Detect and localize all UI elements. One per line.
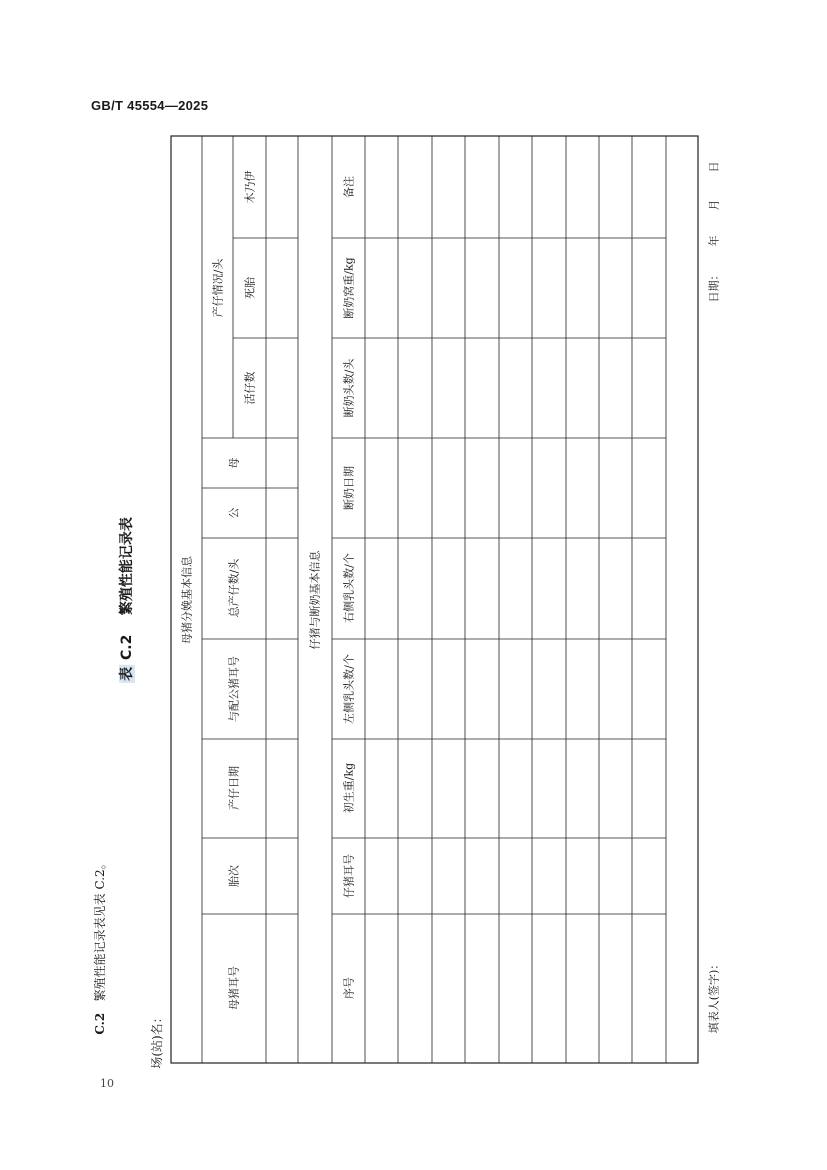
filler-signature-label: 填表人(签字)： — [707, 958, 721, 1034]
page-number: 10 — [100, 1077, 114, 1090]
section-number: C.2 — [93, 1012, 107, 1035]
col-birth-status-group: 产仔情况/头 — [211, 258, 225, 318]
date-month: 月 — [707, 199, 721, 211]
col-male: 公 — [227, 507, 241, 519]
col-live-born: 活仔数 — [243, 371, 257, 405]
col-boar-tag: 与配公猪耳号 — [227, 656, 241, 722]
col-seq: 序号 — [342, 977, 356, 999]
date-label: 日期： — [707, 269, 721, 303]
col-remarks: 备注 — [342, 176, 356, 198]
piglet-info-title: 仔猪与断奶基本信息 — [308, 550, 322, 650]
table-caption-id: C.2 — [119, 634, 135, 660]
col-left-teats: 左侧乳头数/个 — [342, 654, 356, 724]
col-stillborn: 死胎 — [243, 277, 257, 299]
date-day: 日 — [707, 161, 721, 173]
col-parity: 胎次 — [227, 865, 241, 887]
col-piglet-tag: 仔猪耳号 — [342, 854, 356, 898]
col-total-born: 总产仔数/头 — [227, 558, 241, 618]
date-year: 年 — [707, 235, 721, 247]
section-text: 繁殖性能记录表见表 C.2。 — [93, 857, 107, 1002]
sow-info-title: 母猪分娩基本信息 — [180, 556, 194, 644]
col-wean-date: 断奶日期 — [342, 466, 356, 510]
table-caption-title: 繁殖性能记录表 — [119, 517, 135, 616]
table-caption-prefix: 表 — [119, 666, 135, 681]
col-female: 母 — [227, 457, 241, 469]
col-farrow-date: 产仔日期 — [227, 766, 241, 810]
farm-label: 场(站)名： — [150, 1011, 164, 1069]
col-birth-weight: 初生重/kg — [342, 762, 356, 814]
col-right-teats: 右侧乳头数/个 — [342, 553, 356, 623]
col-sow-ear-tag: 母猪耳号 — [227, 966, 241, 1010]
col-weaned-count: 断奶头数/头 — [342, 358, 356, 418]
standard-code: GB/T 45554—2025 — [91, 98, 209, 113]
col-mummy: 木乃伊 — [243, 170, 257, 204]
col-litter-wean-weight: 断奶窝重/kg — [342, 257, 356, 319]
